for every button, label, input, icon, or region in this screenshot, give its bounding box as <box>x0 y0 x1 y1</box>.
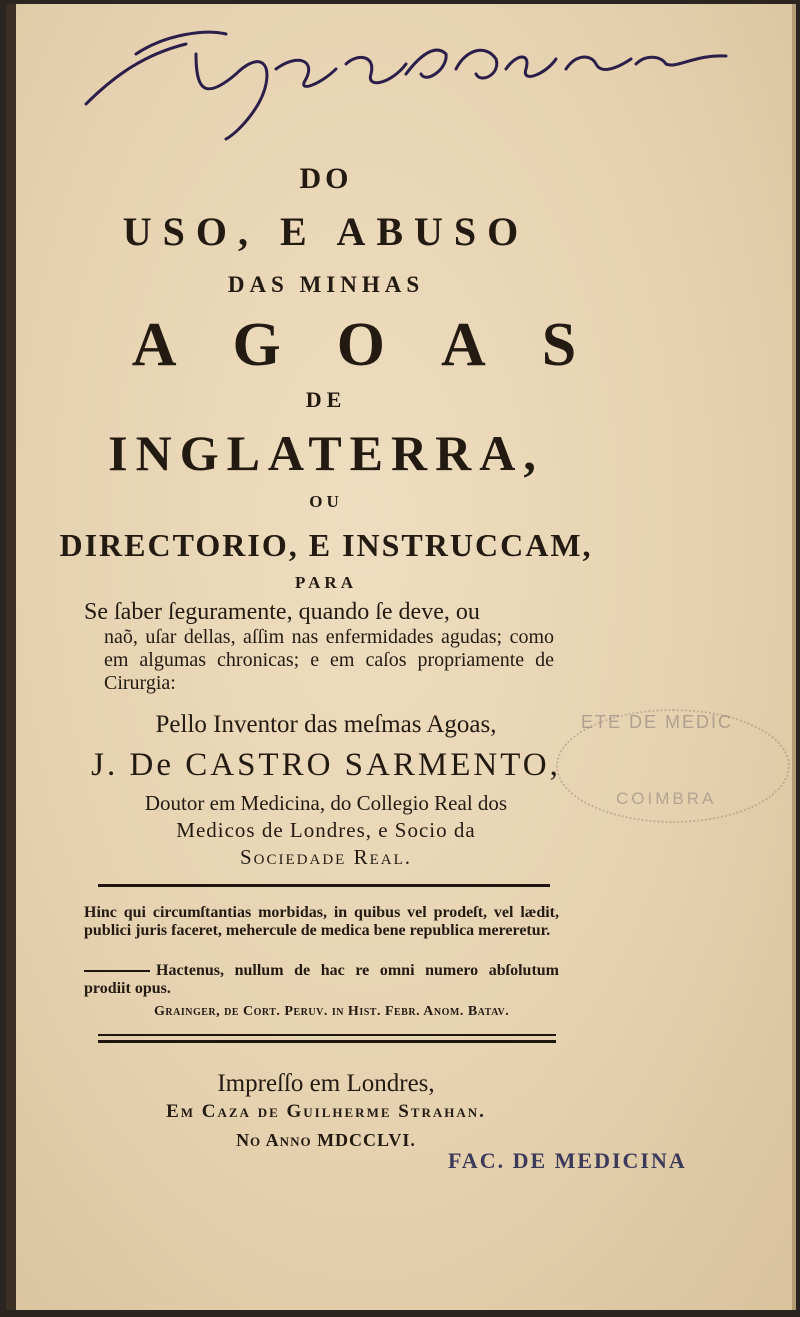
epigraph-latin-2 <box>84 962 559 998</box>
title-das-minhas: DAS MINHAS <box>227 272 425 297</box>
title-directorio: DIRECTORIO, E INSTRUCCAM, <box>59 527 593 563</box>
imprint-printer: Em Caza de Guilherme Strahan. <box>166 1101 486 1122</box>
title-para: PARA <box>295 573 357 592</box>
author-title-line1: Doutor em Medicina, do Collegio Real dos <box>144 791 508 815</box>
divider-double-2 <box>98 1040 556 1043</box>
author-intro: Pello Inventor das meſmas Agoas, <box>155 711 497 738</box>
title-page <box>6 4 796 1310</box>
author-title-line3: Sociedade Real. <box>240 845 412 869</box>
title-do: DO <box>299 162 353 195</box>
description-body: naõ, uſar dellas, aſſim nas enfermidades agudas; como em algumas chronicas; e em caſos propriamente de Cirurgia: <box>104 626 554 694</box>
handwritten-signature <box>76 14 736 144</box>
epigraph-source: Grainger, de Cort. Peruv. in Hiſt. Febr. Anom. Batav. <box>154 1004 510 1019</box>
imprint-year: No Anno MDCCLVI. <box>236 1130 416 1150</box>
title-de: DE <box>305 387 347 412</box>
divider-double-1 <box>98 1034 556 1036</box>
title-inglaterra: INGLATERRA, <box>108 425 544 481</box>
author-name: J. De CASTRO SARMENTO, <box>91 747 561 783</box>
title-ou: OU <box>309 492 343 511</box>
description-line1: Se ſaber ſeguramente, quando ſe deve, ou <box>84 599 480 625</box>
epigraph-latin-1: Hinc qui circumſtantias morbidas, in quibus vel prodeſt, vel lædit, publici juris faceret, mehercule de medica bene republica mereretur. <box>84 904 559 939</box>
author-title-line2: Medicos de Londres, e Socio da <box>176 818 476 842</box>
imprint-place: Impreſſo em Londres, <box>217 1070 435 1097</box>
faculty-stamp: FAC. DE MEDICINA <box>448 1148 687 1173</box>
library-stamp-top-text: ETE DE MEDIC <box>581 712 734 732</box>
title-agoas: AGOAS <box>131 311 633 379</box>
epigraph-latin-2-text: Hactenus, nullum de hac re omni numero abſolutum prodiit opus. <box>84 962 559 997</box>
em-dash-rule <box>84 970 150 972</box>
title-uso-e-abuso: USO, E ABUSO <box>122 209 530 254</box>
library-stamp-bottom-text: COIMBRA <box>616 789 717 808</box>
divider-top <box>98 884 550 887</box>
